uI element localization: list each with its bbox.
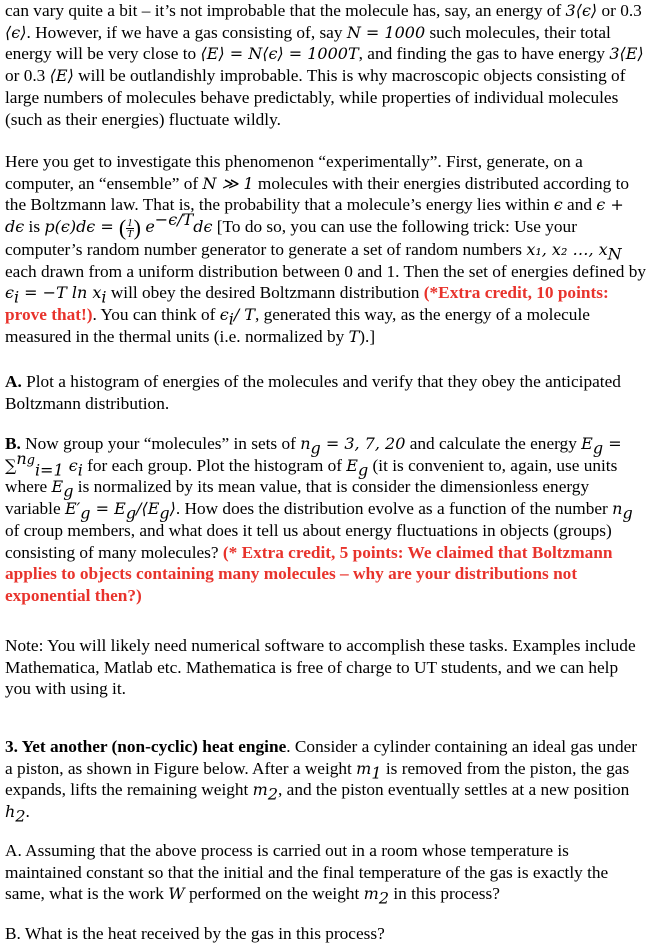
paragraph-task-b: B. Now group your “molecules” in sets of $n_g = 3$, 7, 20 and calculate the energy $E_g = \sum^{ng}_{i=1}$ $\epsilon_i$ for each group. Plot the histogram of $E_g$ (it is convenient to, again, use units where $E_g$ is normalized by its mean value, that is consider the dimensionless energy variable $E'_g$ = $E_g/⟨E_g⟩$. How does the distribution evolve as a function of the number $n_g$ of croup members, and what does it tell us about energy fluctuations in objects (groups) consisting of many molecules? (* Extra credit, 5 points: We claimed that Boltzmann applies to objects containing many molecules – why are your distributions not exponential then?) (5, 434, 633, 605)
paragraph-question-a: A. Assuming that the above process is carried out in a room whose temperature is maintained constant so that the initial and the final temperature of the gas is exactly the same, what is the work W performed on the weight $m_2$ in this process? (5, 841, 609, 908)
paragraph-task-a: A. Plot a histogram of energies of the molecules and verify that they obey the anticipated Boltzmann distribution. (5, 372, 621, 413)
paragraph-heat-engine-problem: 3. Yet another (non-cyclic) heat engine. Consider a cylinder containing an ideal gas under a piston, as shown in Figure below. After a weight $m_1$ is removed from the piston, the gas expands, lifts the remaining weight $m_2$, and the piston eventually settles at a new position $h_2$. (5, 737, 638, 826)
extra-credit-note-1: (*Extra credit, 10 points: prove that!) (5, 283, 609, 325)
fraction-one-over-t: $\frac{1}{T}$ (126, 216, 133, 240)
extra-credit-note-2: (* Extra credit, 5 points: We claimed that Boltzmann applies to objects containing many molecules – why are your distributions not exponential then?) (5, 542, 613, 605)
problem-3-heading: 3. Yet another (non-cyclic) heat engine (5, 737, 287, 756)
paragraph-experiment-instructions: Here you get to investigate this phenomenon “experimentally”. First, generate, on a computer, an “ensemble” of N ≫ 1 molecules with their energies distributed according to the Boltzmann law. That is, the probability that a molecule’s energy lies within ϵ and ϵ + dϵ is p(ϵ)dϵ = ( $\frac{1}{T}$ ) $e^{-\epsilon/T}d\epsilon$ [To do so, you can use the following trick: Use your computer’s random number generator to generate a set of random numbers x₁, x₂ …, $x_N$ each drawn from a uniform distribution between 0 and 1. Then the set of energies defined by $\epsilon_i = -T$ $\ln x_i$ will obey the desired Boltzmann distribution (*Extra credit, 10 points: prove that!). You can think of $\epsilon_i/$ T, generated this way, as the energy of a molecule measured in the thermal units (i.e. normalized by T).] (5, 152, 646, 346)
paragraph-question-b: B. What is the heat received by the gas in this process? (5, 924, 385, 943)
paragraph-software-note: Note: You will likely need numerical software to accomplish these tasks. Examples include Mathematica, Matlab etc. Mathematica is free of charge to UT students, and we can help you with using it. (5, 636, 636, 699)
paragraph-fluctuations-intro: can vary quite a bit – it’s not improbable that the molecule has, say, an energy of 3⟨ϵ⟩ or 0.3 ⟨ϵ⟩. However, if we have a gas consisting of, say N = 1000 such molecules, their total energy will be very close to ⟨E⟩ = N⟨ϵ⟩ = 1000T, and finding the gas to have energy 3⟨E⟩ or 0.3 ⟨E⟩ will be outlandishly improbable. This is why macroscopic objects consisting of large numbers of molecules behave predictably, while properties of individual molecules (such as their energies) fluctuate wildly. (5, 1, 644, 129)
